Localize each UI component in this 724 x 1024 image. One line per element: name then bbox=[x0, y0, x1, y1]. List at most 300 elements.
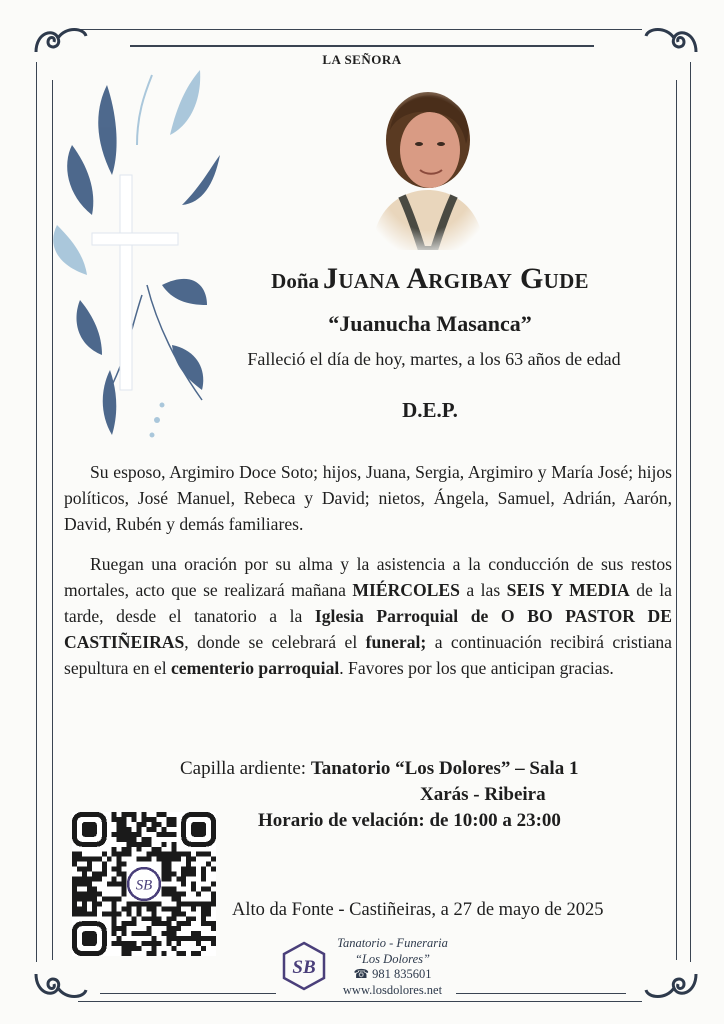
qr-module bbox=[151, 901, 156, 906]
qr-module bbox=[97, 872, 102, 877]
deceased-nickname: “Juanucha Masanca” bbox=[328, 311, 532, 336]
qr-module bbox=[196, 891, 201, 896]
qr-module bbox=[87, 886, 92, 891]
qr-module bbox=[161, 872, 166, 877]
qr-module bbox=[201, 946, 206, 951]
qr-module bbox=[166, 872, 171, 877]
qr-module bbox=[132, 812, 137, 817]
qr-module bbox=[201, 877, 206, 882]
qr-module bbox=[142, 916, 147, 921]
qr-module bbox=[127, 827, 132, 832]
qr-module bbox=[77, 906, 82, 911]
qr-module bbox=[87, 911, 92, 916]
qr-module bbox=[102, 862, 107, 867]
qr-module bbox=[132, 931, 137, 936]
qr-module bbox=[176, 906, 181, 911]
qr-module bbox=[127, 842, 132, 847]
qr-module bbox=[146, 817, 151, 822]
qr-module bbox=[171, 857, 176, 862]
qr-module bbox=[211, 926, 216, 931]
qr-module bbox=[161, 842, 166, 847]
qr-module bbox=[72, 886, 77, 891]
qr-module bbox=[122, 837, 127, 842]
qr-module bbox=[142, 822, 147, 827]
qr-module bbox=[137, 832, 142, 837]
qr-module bbox=[127, 832, 132, 837]
qr-module bbox=[161, 891, 166, 896]
qr-module bbox=[191, 882, 196, 887]
qr-module bbox=[127, 951, 132, 956]
logo-monogram: SB bbox=[292, 957, 316, 978]
qr-module bbox=[117, 911, 122, 916]
qr-module bbox=[132, 941, 137, 946]
qr-module bbox=[132, 916, 137, 921]
frame-bottom-line bbox=[100, 993, 276, 994]
qr-module bbox=[151, 911, 156, 916]
qr-module bbox=[206, 886, 211, 891]
qr-module bbox=[82, 857, 87, 862]
qr-module bbox=[107, 882, 112, 887]
qr-module bbox=[191, 906, 196, 911]
qr-module bbox=[151, 941, 156, 946]
qr-module bbox=[112, 812, 117, 817]
qr-module bbox=[146, 842, 151, 847]
qr-module bbox=[97, 857, 102, 862]
qr-module bbox=[127, 847, 132, 852]
qr-module bbox=[72, 911, 77, 916]
rip-label: D.E.P. bbox=[402, 398, 458, 422]
qr-module bbox=[102, 852, 107, 857]
qr-module bbox=[92, 872, 97, 877]
qr-module bbox=[117, 837, 122, 842]
qr-module bbox=[72, 906, 77, 911]
qr-module bbox=[171, 891, 176, 896]
chapel-location: Xarás - Ribeira bbox=[420, 784, 546, 805]
qr-module bbox=[151, 936, 156, 941]
qr-module bbox=[112, 847, 117, 852]
qr-module bbox=[92, 877, 97, 882]
qr-module bbox=[166, 891, 171, 896]
qr-module bbox=[156, 852, 161, 857]
qr-module bbox=[137, 906, 142, 911]
qr-module bbox=[117, 862, 122, 867]
qr-module bbox=[161, 867, 166, 872]
qr-module bbox=[132, 946, 137, 951]
qr-module bbox=[166, 921, 171, 926]
qr-module bbox=[151, 951, 156, 956]
qr-module bbox=[142, 817, 147, 822]
qr-module bbox=[146, 941, 151, 946]
qr-module bbox=[72, 862, 77, 867]
service-day: MIÉRCOLES bbox=[352, 580, 460, 600]
qr-module bbox=[146, 926, 151, 931]
qr-module bbox=[186, 916, 191, 921]
qr-module bbox=[151, 921, 156, 926]
qr-module bbox=[166, 817, 171, 822]
qr-module bbox=[186, 901, 191, 906]
qr-module bbox=[176, 891, 181, 896]
qr-module bbox=[122, 921, 127, 926]
qr-module bbox=[206, 862, 211, 867]
qr-module bbox=[181, 891, 186, 896]
qr-module bbox=[191, 916, 196, 921]
qr-module bbox=[171, 872, 176, 877]
qr-module bbox=[176, 926, 181, 931]
qr-module bbox=[176, 852, 181, 857]
qr-module bbox=[191, 867, 196, 872]
family-paragraph: Su esposo, Argimiro Doce Soto; hijos, Juana, Sergia, Argimiro y María José; hijos políticos, José Manuel, Rebeca y David; nietos, Ángela, Samuel, Adrián, Aarón, David, Rubén y demás familiares. bbox=[64, 462, 672, 534]
qr-module bbox=[146, 951, 151, 956]
qr-module bbox=[142, 842, 147, 847]
header-label: LA SEÑORA bbox=[322, 52, 402, 67]
qr-module bbox=[122, 847, 127, 852]
qr-module bbox=[171, 832, 176, 837]
qr-module bbox=[166, 877, 171, 882]
qr-module bbox=[122, 882, 127, 887]
qr-module bbox=[166, 857, 171, 862]
qr-module bbox=[151, 817, 156, 822]
qr-module bbox=[151, 946, 156, 951]
qr-module bbox=[176, 936, 181, 941]
qr-module bbox=[82, 911, 87, 916]
frame-top-left-line bbox=[78, 29, 642, 30]
qr-module bbox=[102, 872, 107, 877]
qr-module bbox=[196, 941, 201, 946]
qr-module bbox=[77, 867, 82, 872]
service-text-4: , donde se celebrará el bbox=[184, 632, 366, 652]
qr-module bbox=[176, 911, 181, 916]
qr-module bbox=[166, 832, 171, 837]
qr-module bbox=[137, 911, 142, 916]
qr-module bbox=[107, 911, 112, 916]
qr-module bbox=[117, 817, 122, 822]
funeral-home-contact bbox=[330, 936, 455, 998]
qr-module bbox=[87, 896, 92, 901]
qr-module bbox=[122, 931, 127, 936]
qr-module bbox=[122, 812, 127, 817]
name-prefix: Doña bbox=[271, 269, 320, 293]
qr-module bbox=[186, 921, 191, 926]
qr-module bbox=[201, 901, 206, 906]
qr-module bbox=[127, 837, 132, 842]
qr-module bbox=[206, 906, 211, 911]
qr-module bbox=[117, 936, 122, 941]
qr-module bbox=[72, 891, 77, 896]
qr-module bbox=[87, 877, 92, 882]
qr-module bbox=[151, 847, 156, 852]
qr-module bbox=[166, 936, 171, 941]
qr-module bbox=[171, 946, 176, 951]
qr-module bbox=[122, 941, 127, 946]
qr-module bbox=[156, 921, 161, 926]
qr-module bbox=[156, 812, 161, 817]
qr-module bbox=[206, 911, 211, 916]
qr-module bbox=[196, 901, 201, 906]
qr-module bbox=[127, 906, 132, 911]
qr-module bbox=[102, 867, 107, 872]
phone-icon: ☎ bbox=[353, 967, 370, 981]
qr-module bbox=[107, 857, 112, 862]
qr-module bbox=[117, 857, 122, 862]
qr-module bbox=[166, 941, 171, 946]
qr-module bbox=[156, 901, 161, 906]
qr-module bbox=[196, 936, 201, 941]
qr-module bbox=[146, 827, 151, 832]
qr-module bbox=[92, 901, 97, 906]
qr-module bbox=[112, 877, 117, 882]
qr-module bbox=[132, 832, 137, 837]
funeral-home-name: “Los Dolores” bbox=[355, 951, 430, 966]
place-date-line: Alto da Fonte - Castiñeiras, a 27 de mayo de 2025 bbox=[232, 900, 604, 920]
qr-module bbox=[211, 857, 216, 862]
qr-module bbox=[72, 877, 77, 882]
qr-module bbox=[132, 842, 137, 847]
qr-module bbox=[176, 941, 181, 946]
qr-module bbox=[112, 911, 117, 916]
qr-module bbox=[142, 857, 147, 862]
qr-module bbox=[206, 852, 211, 857]
qr-module bbox=[92, 891, 97, 896]
frame-top-line bbox=[130, 45, 594, 47]
qr-module bbox=[191, 931, 196, 936]
qr-module bbox=[166, 867, 171, 872]
qr-module bbox=[166, 931, 171, 936]
qr-module bbox=[92, 857, 97, 862]
service-text-3: de la tarde, desde el tanatorio a la bbox=[64, 580, 672, 626]
qr-module bbox=[191, 872, 196, 877]
qr-module bbox=[201, 921, 206, 926]
qr-module bbox=[146, 906, 151, 911]
qr-module bbox=[142, 941, 147, 946]
service-paragraph bbox=[64, 551, 672, 681]
qr-module bbox=[151, 822, 156, 827]
qr-module bbox=[161, 862, 166, 867]
qr-module bbox=[72, 882, 77, 887]
qr-module bbox=[117, 882, 122, 887]
qr-module bbox=[201, 872, 206, 877]
qr-module bbox=[206, 936, 211, 941]
qr-module bbox=[112, 832, 117, 837]
qr-module bbox=[171, 906, 176, 911]
qr-module bbox=[206, 901, 211, 906]
qr-module bbox=[211, 896, 216, 901]
qr-module bbox=[161, 931, 166, 936]
qr-module bbox=[181, 872, 186, 877]
qr-module bbox=[82, 891, 87, 896]
qr-module bbox=[117, 896, 122, 901]
qr-module bbox=[166, 822, 171, 827]
qr-module bbox=[117, 872, 122, 877]
qr-module bbox=[211, 882, 216, 887]
qr-module bbox=[156, 847, 161, 852]
frame-bottom-outer-line bbox=[78, 1001, 642, 1002]
funeral-home-phone[interactable]: 981 835601 bbox=[372, 967, 432, 981]
frame-left-outer-line bbox=[36, 62, 37, 962]
qr-module bbox=[191, 936, 196, 941]
qr-module bbox=[161, 877, 166, 882]
funeral-home-logo-icon bbox=[278, 940, 330, 992]
service-cemetery: cementerio parroquial bbox=[171, 658, 340, 678]
qr-module bbox=[137, 822, 142, 827]
qr-module bbox=[171, 896, 176, 901]
qr-module bbox=[201, 867, 206, 872]
qr-module bbox=[132, 837, 137, 842]
qr-module bbox=[112, 906, 117, 911]
service-text-5: a continuación recibirá cristiana sepultura en el bbox=[64, 632, 672, 678]
qr-module bbox=[92, 896, 97, 901]
qr-module bbox=[112, 941, 117, 946]
qr-module bbox=[87, 867, 92, 872]
qr-logo-text: SB bbox=[135, 877, 153, 894]
qr-module bbox=[206, 921, 211, 926]
service-text-2: a las bbox=[459, 580, 507, 600]
qr-module bbox=[181, 921, 186, 926]
chapel-name: Tanatorio “Los Dolores” – Sala 1 bbox=[310, 758, 579, 779]
qr-module bbox=[137, 847, 142, 852]
qr-module bbox=[112, 867, 117, 872]
qr-module bbox=[122, 817, 127, 822]
qr-module bbox=[171, 822, 176, 827]
qr-module bbox=[161, 827, 166, 832]
qr-module bbox=[161, 852, 166, 857]
qr-module bbox=[186, 936, 191, 941]
funeral-home-website[interactable]: www.losdolores.net bbox=[342, 982, 443, 997]
qr-module bbox=[82, 882, 87, 887]
qr-module bbox=[201, 916, 206, 921]
qr-module bbox=[211, 891, 216, 896]
qr-module bbox=[102, 911, 107, 916]
qr-module bbox=[191, 886, 196, 891]
qr-module bbox=[127, 852, 132, 857]
qr-module bbox=[176, 896, 181, 901]
qr-module bbox=[112, 926, 117, 931]
qr-module bbox=[161, 812, 166, 817]
qr-module bbox=[171, 926, 176, 931]
qr-module bbox=[137, 827, 142, 832]
qr-module bbox=[151, 906, 156, 911]
death-notice: Falleció el día de hoy, martes, a los 63 años de edad bbox=[247, 349, 621, 369]
service-text-6: . Favores por los que anticipan gracias. bbox=[339, 658, 614, 678]
qr-module bbox=[191, 857, 196, 862]
qr-module bbox=[161, 886, 166, 891]
corner-ornament-bottom-right bbox=[642, 968, 700, 1004]
qr-module bbox=[137, 946, 142, 951]
qr-module bbox=[137, 931, 142, 936]
qr-module bbox=[146, 857, 151, 862]
qr-module bbox=[151, 852, 156, 857]
qr-module bbox=[142, 837, 147, 842]
qr-module bbox=[201, 906, 206, 911]
qr-module bbox=[77, 891, 82, 896]
qr-module bbox=[77, 857, 82, 862]
qr-module bbox=[122, 872, 127, 877]
qr-module bbox=[176, 877, 181, 882]
qr-module bbox=[122, 886, 127, 891]
qr-module bbox=[87, 857, 92, 862]
deceased-name-line bbox=[130, 262, 724, 296]
qr-module bbox=[186, 862, 191, 867]
qr-module bbox=[211, 921, 216, 926]
qr-module bbox=[142, 901, 147, 906]
qr-module bbox=[186, 852, 191, 857]
qr-module bbox=[201, 911, 206, 916]
qr-module bbox=[112, 931, 117, 936]
qr-module bbox=[77, 911, 82, 916]
qr-module bbox=[181, 951, 186, 956]
qr-module bbox=[122, 827, 127, 832]
qr-module bbox=[176, 901, 181, 906]
qr-module bbox=[171, 852, 176, 857]
qr-module bbox=[87, 891, 92, 896]
qr-module bbox=[146, 916, 151, 921]
frame-bottom-right-line bbox=[456, 993, 626, 994]
qr-module bbox=[127, 911, 132, 916]
qr-module bbox=[156, 832, 161, 837]
qr-module bbox=[176, 857, 181, 862]
qr-module bbox=[211, 936, 216, 941]
qr-module bbox=[156, 941, 161, 946]
qr-module bbox=[166, 906, 171, 911]
chapel-label: Capilla ardiente: bbox=[180, 758, 307, 779]
cross-with-leaves-icon bbox=[52, 55, 222, 450]
funeral-home-type: Tanatorio - Funeraria bbox=[337, 936, 448, 950]
qr-module bbox=[122, 852, 127, 857]
qr-module bbox=[142, 812, 147, 817]
qr-module bbox=[146, 837, 151, 842]
qr-module bbox=[181, 882, 186, 887]
qr-module bbox=[146, 931, 151, 936]
qr-module bbox=[112, 817, 117, 822]
qr-module bbox=[92, 886, 97, 891]
qr-module bbox=[201, 936, 206, 941]
qr-module bbox=[127, 921, 132, 926]
qr-code[interactable] bbox=[72, 812, 216, 956]
qr-module bbox=[181, 911, 186, 916]
qr-module bbox=[211, 867, 216, 872]
qr-module bbox=[117, 832, 122, 837]
qr-module bbox=[117, 926, 122, 931]
qr-module bbox=[211, 901, 216, 906]
qr-module bbox=[166, 862, 171, 867]
qr-module bbox=[97, 891, 102, 896]
qr-module bbox=[166, 852, 171, 857]
qr-module bbox=[112, 882, 117, 887]
qr-module bbox=[161, 832, 166, 837]
qr-module bbox=[132, 921, 137, 926]
qr-module bbox=[156, 916, 161, 921]
qr-module bbox=[112, 901, 117, 906]
qr-module bbox=[112, 921, 117, 926]
qr-module bbox=[127, 946, 132, 951]
qr-module bbox=[117, 852, 122, 857]
qr-module bbox=[211, 941, 216, 946]
qr-module bbox=[171, 931, 176, 936]
service-church: Iglesia Parroquial de O BO PASTOR DE CASTIÑEIRAS bbox=[64, 606, 672, 652]
qr-module bbox=[171, 916, 176, 921]
qr-module bbox=[132, 901, 137, 906]
qr-module bbox=[171, 936, 176, 941]
qr-module bbox=[122, 877, 127, 882]
qr-module bbox=[87, 862, 92, 867]
qr-module bbox=[201, 852, 206, 857]
qr-module bbox=[137, 857, 142, 862]
qr-module bbox=[161, 906, 166, 911]
qr-module bbox=[117, 867, 122, 872]
qr-module bbox=[87, 882, 92, 887]
qr-module bbox=[122, 832, 127, 837]
qr-module bbox=[142, 931, 147, 936]
qr-module bbox=[122, 822, 127, 827]
